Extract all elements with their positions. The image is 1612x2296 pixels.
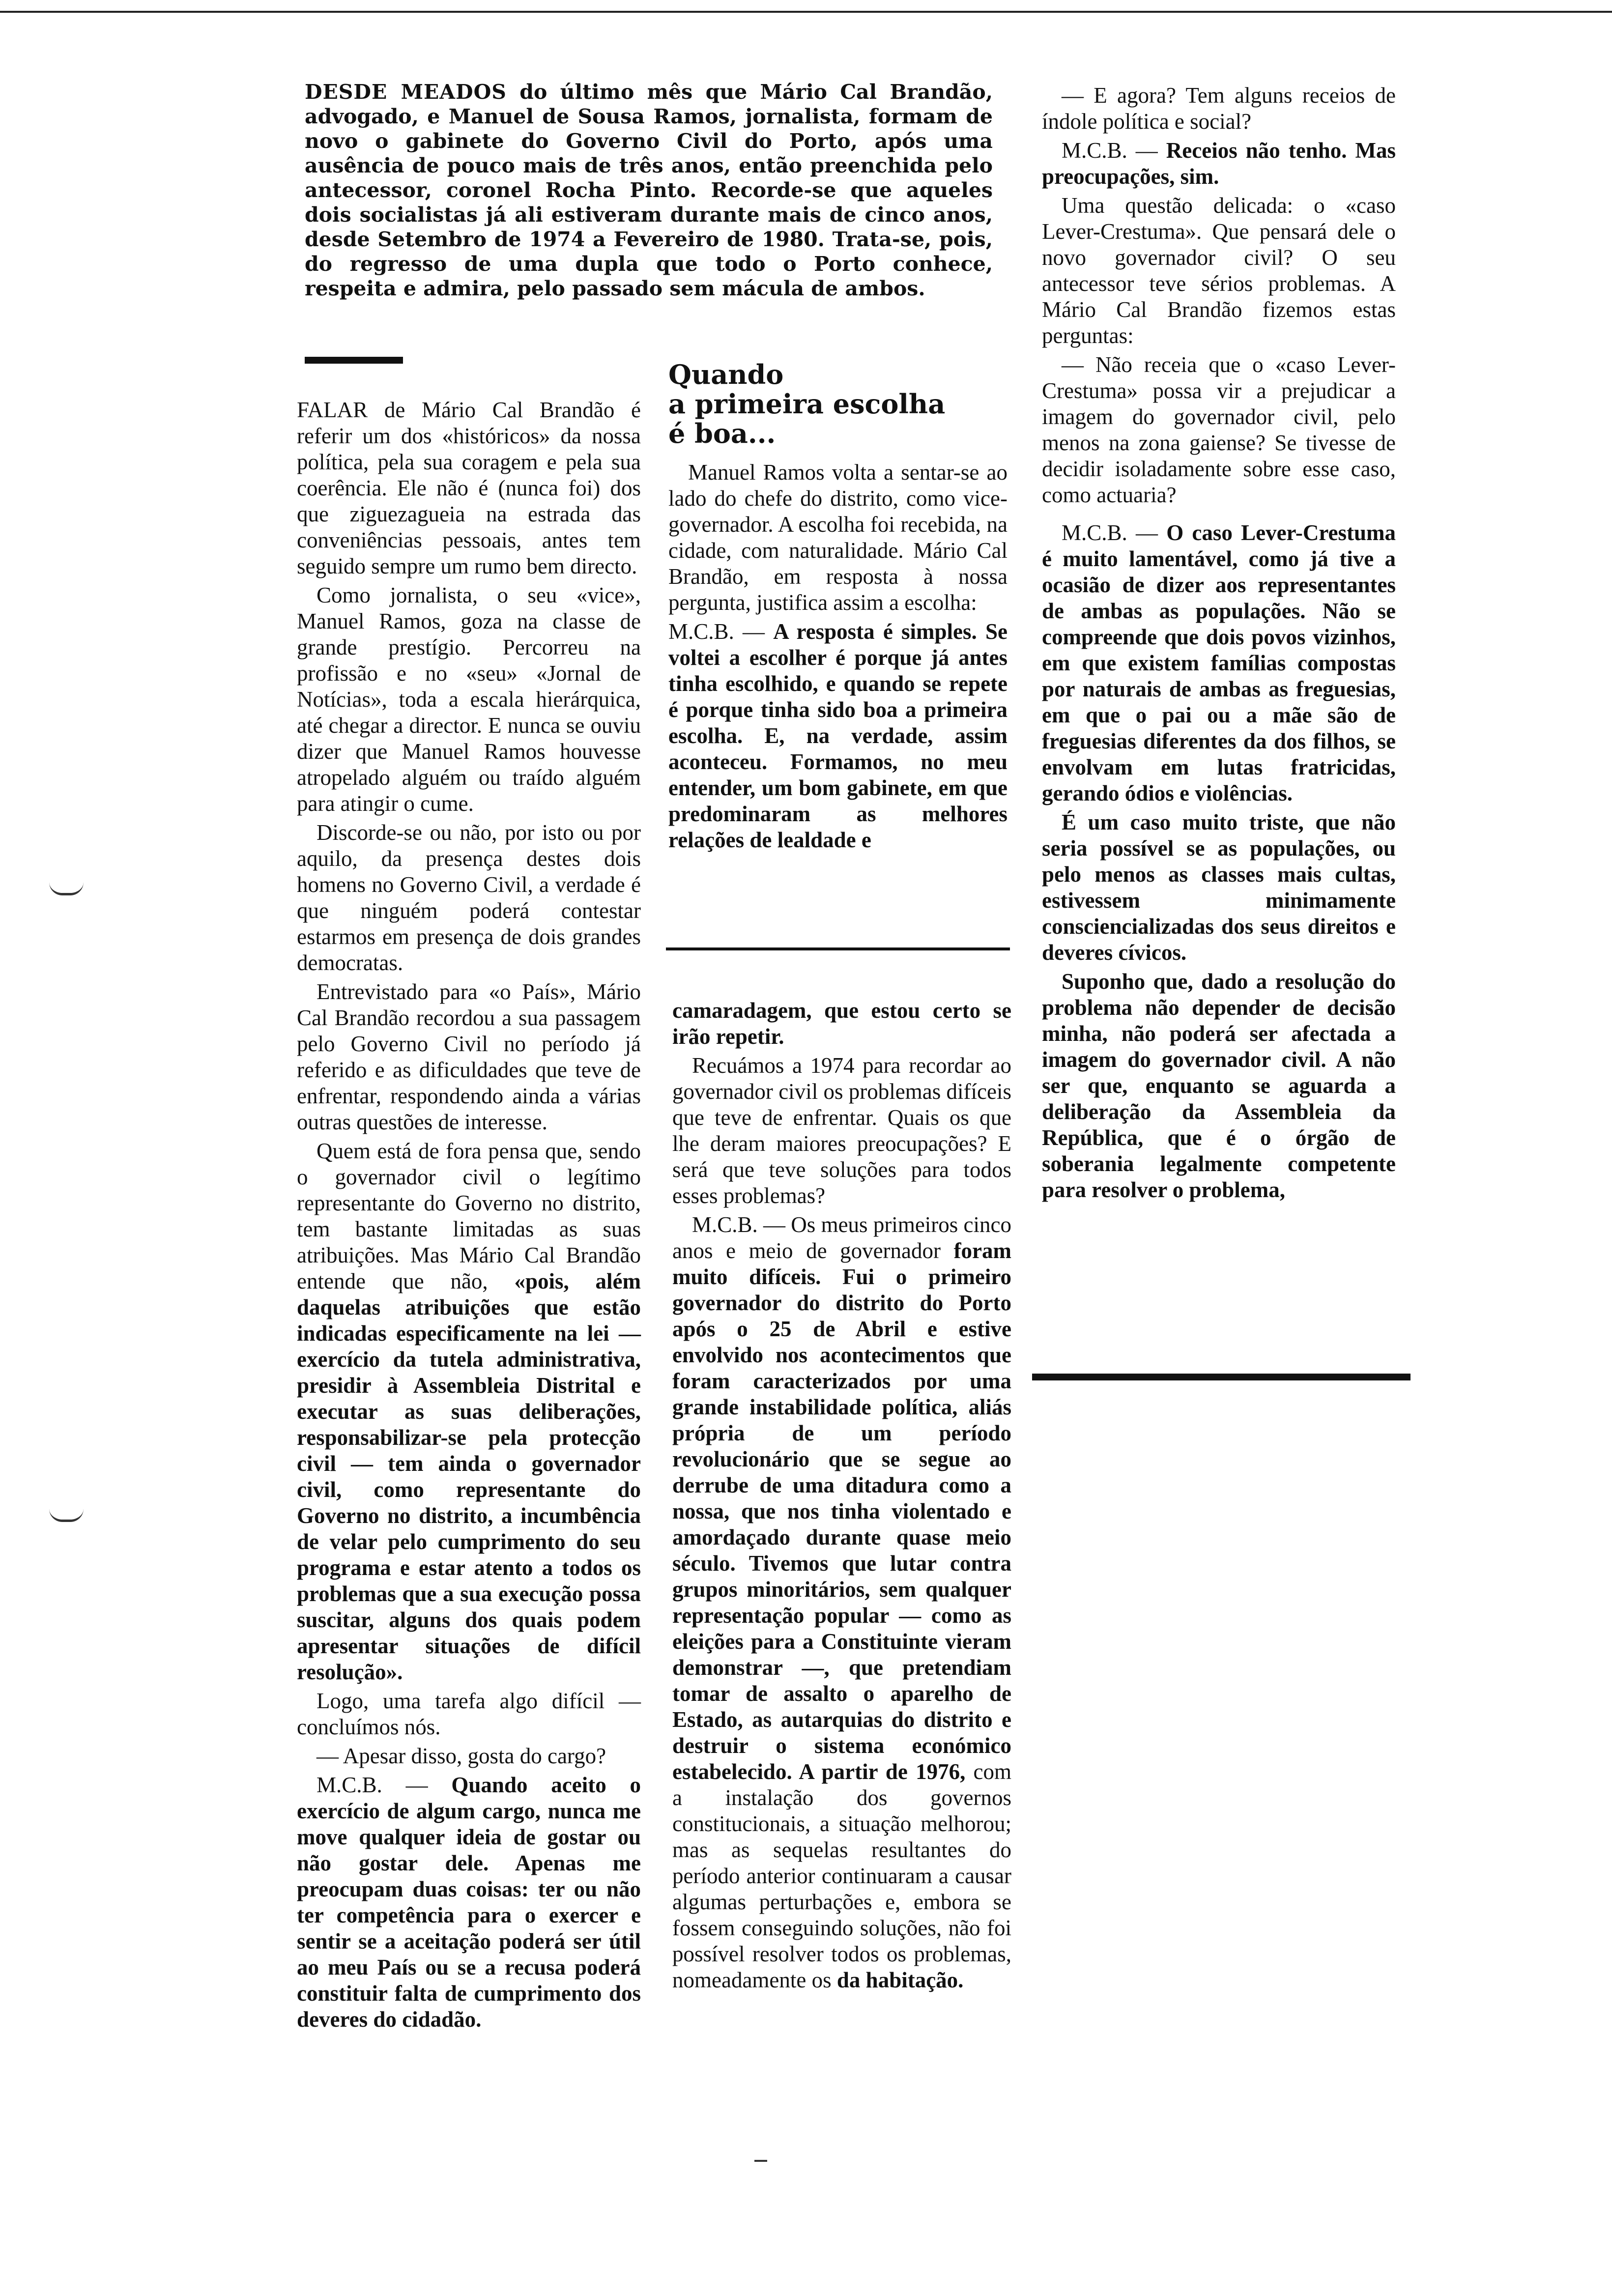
top-border-rule (0, 11, 1612, 13)
answer-label: M.C.B. — (1062, 520, 1158, 545)
paragraph (297, 1138, 641, 1685)
lead-caps: DESDE MEADOS (305, 80, 507, 104)
subheading-line: é boa... (668, 418, 776, 449)
answer-text: Receios não tenho. Mas preocupações, sim. (1042, 138, 1396, 189)
lead-paragraph (305, 80, 993, 301)
answer-label: M.C.B. — (668, 619, 765, 644)
answer-text: M.C.B. — Os meus primeiros cinco anos e meio de governador (672, 1212, 1011, 1263)
paragraph: Discorde-se ou não, por isto ou por aquilo, da presença destes dois homens no Governo Civil, a verdade é que ninguém poderá contestar estarmos em presença de dois grandes democratas. (297, 820, 641, 975)
answer-text-bold: foram muito difíceis. Fui o primeiro governador do distrito do Porto após o 25 de Abril e estive envolvido nos acontecimentos que foram caracterizados por uma grande instabilidade política, aliás própria de um período revolucionário que se segue ao derrube de uma ditadura como a nossa, que nos tinha violentado e amordaçado durante quase meio século. Tivemos que lutar contra grupos minoritários, sem qualquer representação popular — como as eleições para a Constituinte vieram demonstrar —, que pretendiam tomar de assalto o aparelho de Estado, as autarquias do distrito e destruir o sistema económico estabelecido. A partir de 1976, (672, 1238, 1012, 1784)
subheading-line: a primeira escolha (668, 388, 946, 420)
paragraph (1042, 969, 1396, 1203)
binding-hole-mark (49, 1509, 84, 1522)
question: — Apesar disso, gosta do cargo? (317, 1744, 606, 1768)
answer-text: É um caso muito triste, que não seria possível se as populações, ou pelo menos as classes mais cultas, estivessem minimamente consciencializadas dos seus direitos e deveres cívicos. (1042, 810, 1396, 965)
answer-text: Quando aceito o exercício de algum cargo, nunca me move qualquer ideia de gostar ou não gostar dele. Apenas me preocupam duas coisas: ter ou não ter competência para o exercer e sentir se a aceitação poderá ser útil ao meu País ou se a recusa poderá constituir falta de cumprimento dos deveres do cidadão. (297, 1773, 641, 2032)
end-dash (754, 2160, 767, 2162)
paragraph: FALAR de Mário Cal Brandão é referir um dos «históricos» da nossa política, pela sua coragem e pela sua coerência. Ele não é (nunca foi) dos que ziguezagueia na estrada das conveniências pessoais, antes tem seguido sempre um rumo bem directo. (297, 398, 641, 578)
answer-text: Suponho que, dado a resolução do problema não depender de decisão minha, não poderá ser afectada a imagem do governador civil. A não ser que, enquanto se aguarda a deliberação da Assembleia da República, que é o órgão de soberania legalmente competente para resolver o problema, (1042, 969, 1396, 1202)
answer-text: A resposta é simples. Se voltei a escolher é porque já antes tinha escolhido, e quando se repete é porque tinha sido boa a primeira escolha. E, na verdade, assim aconteceu. Formamos, no meu entender, um bom gabinete, em que predominaram as melhores relações de lealdade e (668, 619, 1008, 852)
answer-text-bold: da habitação. (836, 1968, 964, 1992)
binding-hole-mark (49, 882, 84, 895)
quote-text: «pois, além daquelas atribuições que estão indicadas especificamente na lei — exercício da tutela administrativa, presidir à Assembleia Distrital e executar as suas deliberações, responsabilizar-se pela protecção civil — tem ainda o governador civil, como representante do Governo no distrito, a incumbência de velar pelo cumprimento do seu programa e estar atento a todos os problemas que a sua execução possa suscitar, alguns dos quais podem apresentar situações de difícil resolução». (297, 1269, 641, 1684)
lead-text: do último mês que Mário Cal Brandão, advogado, e Manuel de Sousa Ramos, jornalista, formam de novo o gabinete do Governo Civil do Porto, após uma ausência de pouco mais de três anos, então preenchida pelo antecessor, coronel Rocha Pinto. Recorde-se que aqueles dois socialistas já ali estiveram durante mais de cinco anos, desde Setembro de 1974 a Fevereiro de 1980. Trata-se, pois, do regresso de uma dupla que todo o Porto conhece, respeita e admira, pelo passado sem mácula de ambos. (305, 80, 993, 300)
question: — E agora? Tem alguns receios de índole política e social? (1042, 83, 1396, 134)
paragraph-text: Quem está de fora pensa que, sendo o governador civil o legítimo representante do Governo no distrito, tem bastante limitadas as suas atribuições. Mas Mário Cal Brandão entende que não, (297, 1139, 641, 1293)
answer-text: O caso Lever-Crestuma é muito lamentável, como já tive a ocasião de dizer aos representantes de ambas as populações. Não se compreende que dois povos vizinhos, em que existem famílias compostas por naturais de ambas as freguesias, em que o pai ou a mãe são de freguesias diferentes da dos filhos, se envolvam em lutas fratricidas, gerando ódios e violências. (1042, 520, 1396, 805)
article-column-2-top (668, 459, 1008, 856)
answer-label: M.C.B. — (1062, 138, 1158, 163)
article-column-2-bottom (672, 998, 1011, 1996)
paragraph: Manuel Ramos volta a sentar-se ao lado do chefe do distrito, como vice-governador. A escolha foi recebida, na cidade, com naturalidade. Mário Cal Brandão, em resposta à nossa pergunta, justifica assim a escolha: (668, 460, 1008, 615)
answer (672, 1212, 1011, 1993)
paragraph: Como jornalista, o seu «vice», Manuel Ramos, goza na classe de grande prestígio. Percorreu na profissão e no «seu» «Jornal de Notícias», toda a escala hierárquica, até chegar a director. E nunca se ouviu dizer que Manuel Ramos houvesse atropelado alguém ou traído alguém para atingir o cume. (297, 583, 641, 816)
subheading (668, 360, 993, 448)
paragraph: Logo, uma tarefa algo difícil — concluímos nós. (297, 1689, 641, 1739)
paragraph: Uma questão delicada: o «caso Lever-Crestuma». Que pensará dele o novo governador civil? O seu antecessor teve sérios problemas. A Mário Cal Brandão fizemos estas perguntas: (1042, 193, 1396, 348)
paragraph: Entrevistado para «o País», Mário Cal Brandão recordou a sua passagem pelo Governo Civil no período já referido e as dificuldades que teve de enfrentar, respondendo ainda a várias outras questões de interesse. (297, 979, 641, 1134)
answer-text: com a instalação dos governos constitucionais, a situação melhorou; mas as sequelas resultantes do período anterior continuaram a causar algumas perturbações e, embora se fossem conseguindo soluções, não foi possível resolver todos os problemas, nomeadamente os (672, 1759, 1012, 1992)
subheading-line: Quando (668, 359, 784, 390)
paragraph (672, 998, 1011, 1050)
answer-label: M.C.B. — (317, 1773, 428, 1797)
answer-text: camaradagem, que estou certo se irão repetir. (672, 998, 1011, 1049)
question: — Não receia que o «caso Lever-Crestuma» possa vir a prejudicar a imagem do governador civil, pelo menos na zona gaiense? Se tivesse de decidir isoladamente sobre esse caso, como actuaria? (1042, 352, 1396, 507)
answer (297, 1772, 641, 2033)
article-column-1 (297, 397, 641, 2036)
paragraph (1042, 809, 1396, 966)
column-end-rule (1032, 1374, 1410, 1380)
answer (668, 619, 1008, 853)
article-column-3 (1042, 83, 1396, 1206)
lead-separator-bar (305, 357, 403, 364)
column-separator-rule (666, 947, 1010, 950)
answer (1042, 520, 1396, 806)
paragraph: Recuámos a 1974 para recordar ao governador civil os problemas difíceis que teve de enfrentar. Quais os que lhe deram maiores preocupações? E será que teve soluções para todos esses problemas? (672, 1053, 1011, 1208)
answer (1042, 138, 1396, 190)
